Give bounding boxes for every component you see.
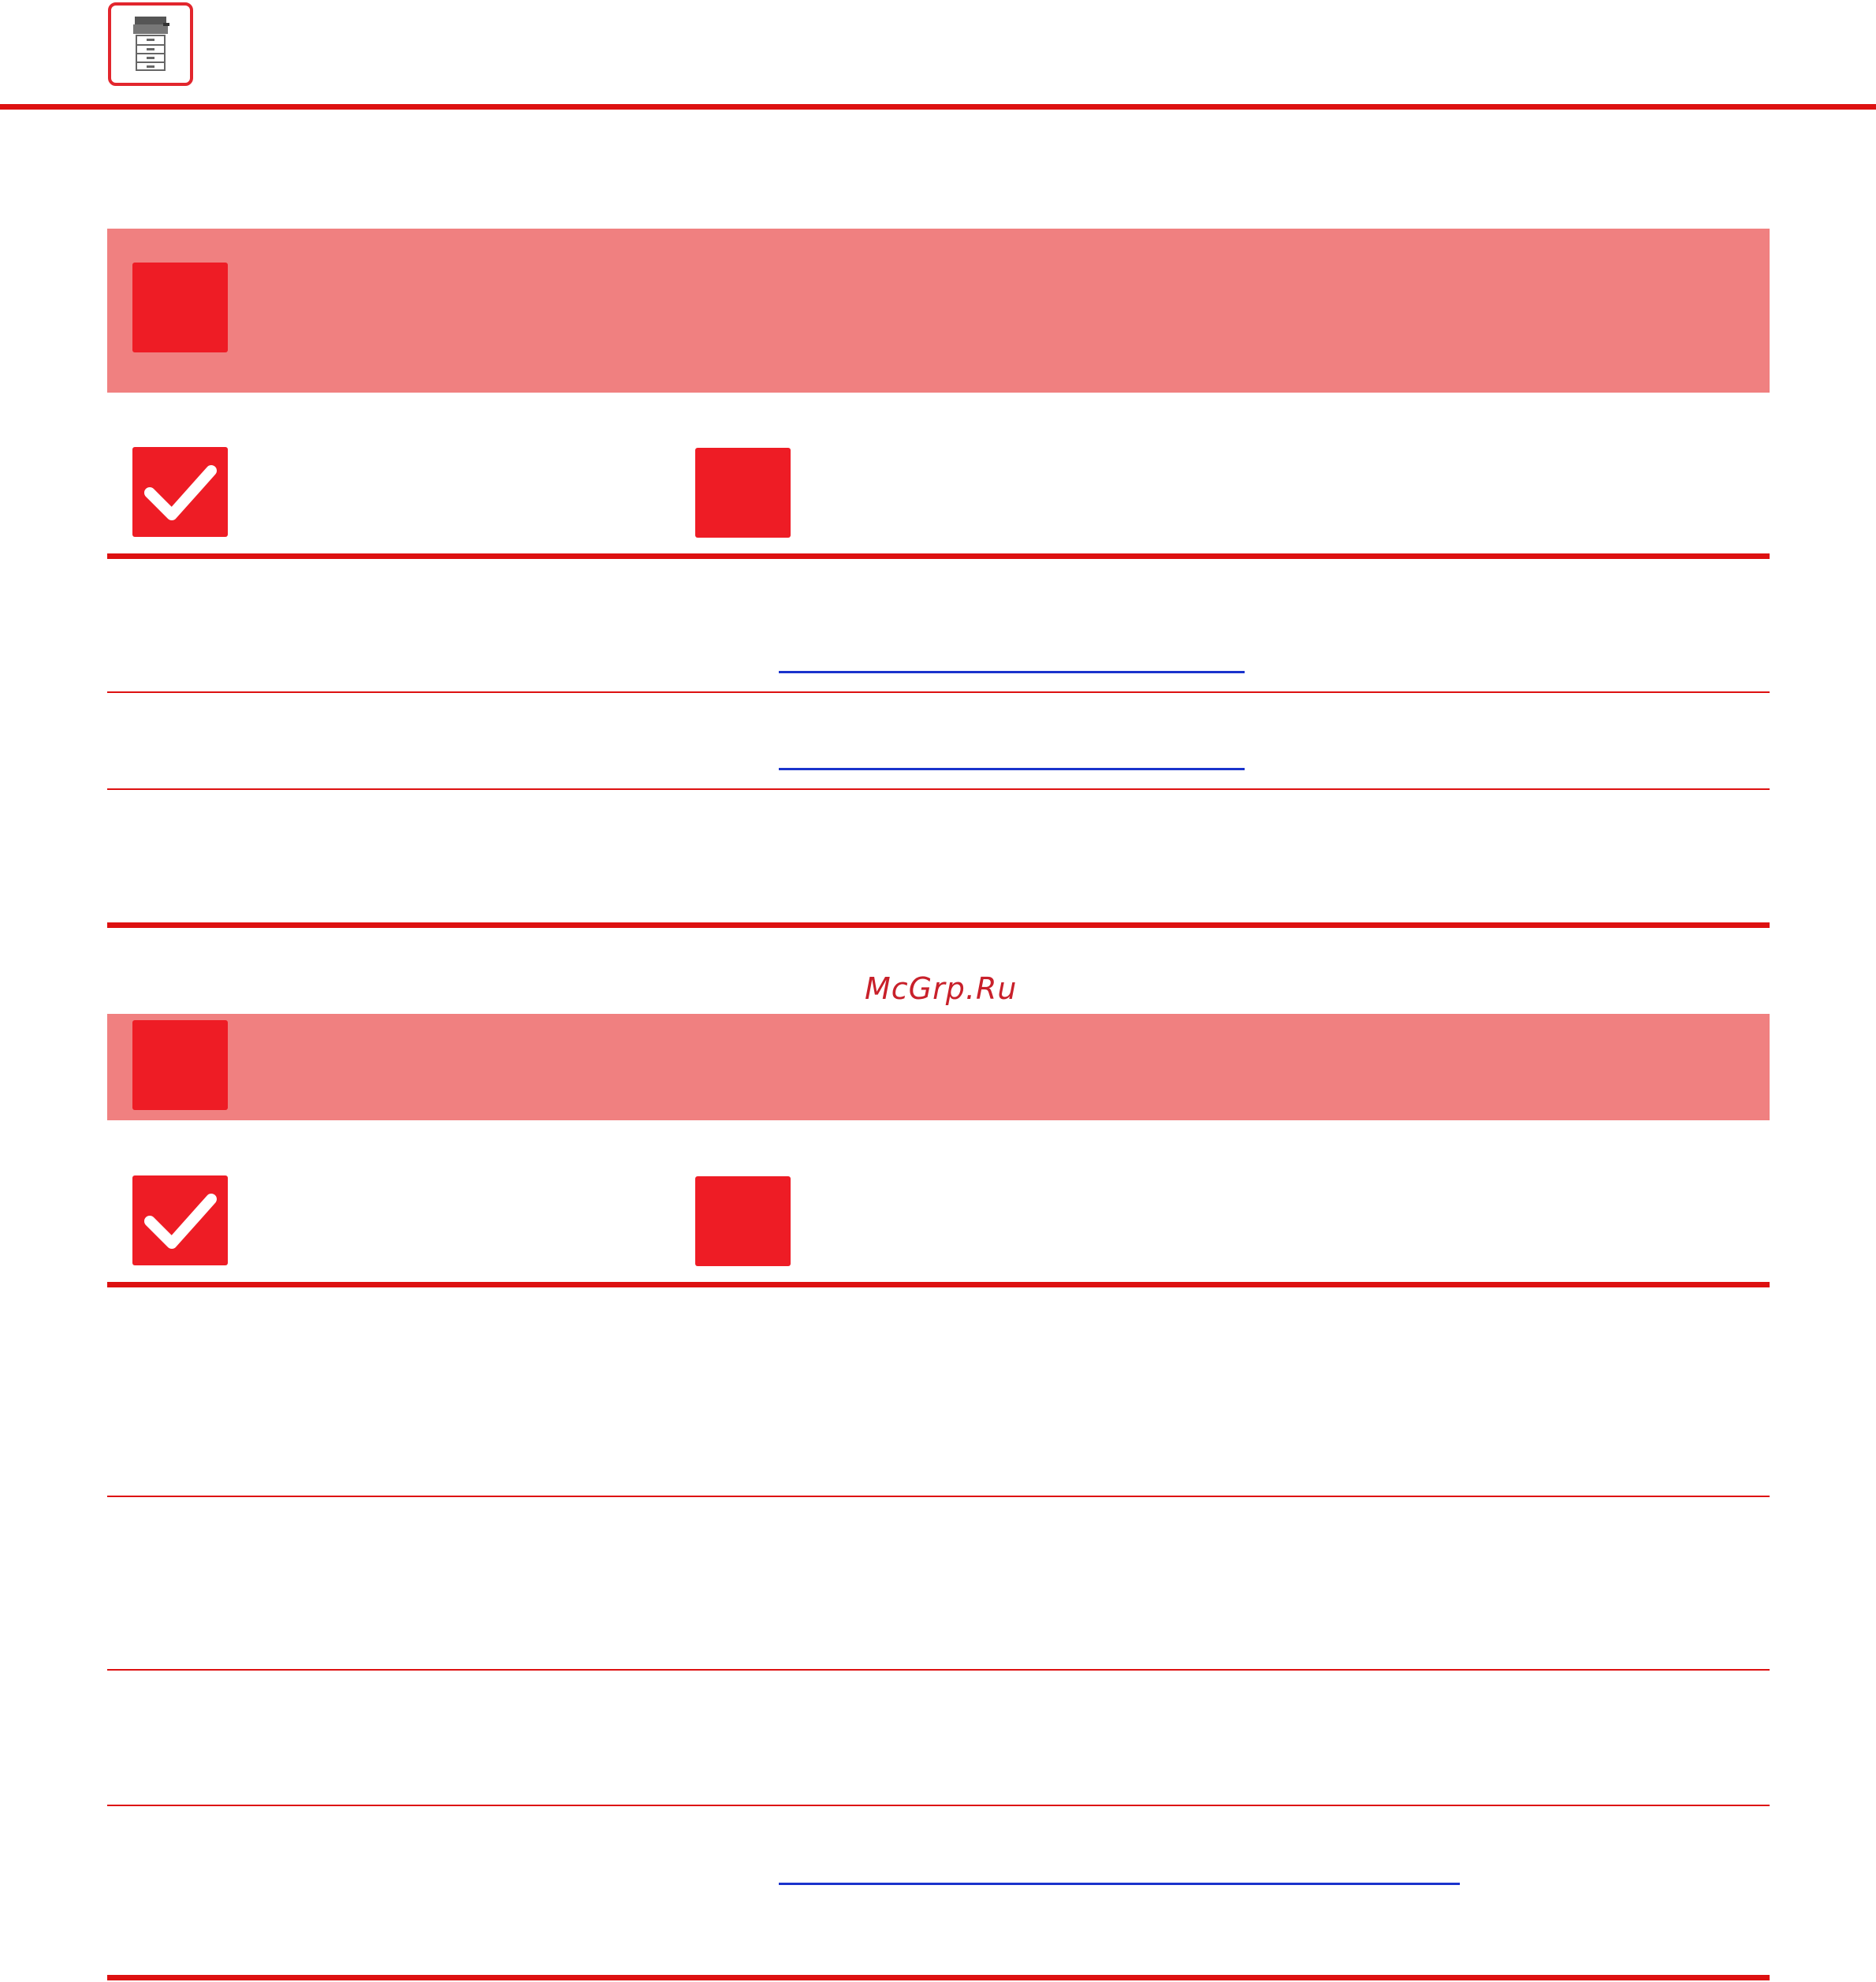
header-rule bbox=[0, 104, 1876, 110]
row-divider bbox=[107, 1805, 1770, 1806]
link[interactable] bbox=[779, 671, 1245, 673]
row-divider bbox=[107, 1496, 1770, 1497]
table-header-rule bbox=[107, 1282, 1770, 1287]
row-divider bbox=[107, 788, 1770, 790]
link[interactable] bbox=[779, 768, 1245, 770]
red-square-icon bbox=[695, 1176, 791, 1266]
red-square-icon bbox=[132, 1020, 228, 1110]
red-square-icon bbox=[695, 448, 791, 538]
row-divider bbox=[107, 691, 1770, 693]
watermark: McGrp.Ru bbox=[865, 971, 1018, 1006]
section-2-title-band bbox=[107, 1014, 1770, 1120]
table-bottom-rule bbox=[107, 1975, 1770, 1980]
table-header-rule bbox=[107, 553, 1770, 559]
section-1-title-band bbox=[107, 229, 1770, 393]
checkmark-icon bbox=[132, 1175, 228, 1265]
copier-icon[interactable] bbox=[108, 2, 193, 86]
red-square-icon bbox=[132, 263, 228, 352]
checkmark-icon bbox=[132, 447, 228, 537]
row-divider bbox=[107, 1669, 1770, 1671]
table-bottom-rule bbox=[107, 922, 1770, 928]
link[interactable] bbox=[779, 1883, 1460, 1885]
